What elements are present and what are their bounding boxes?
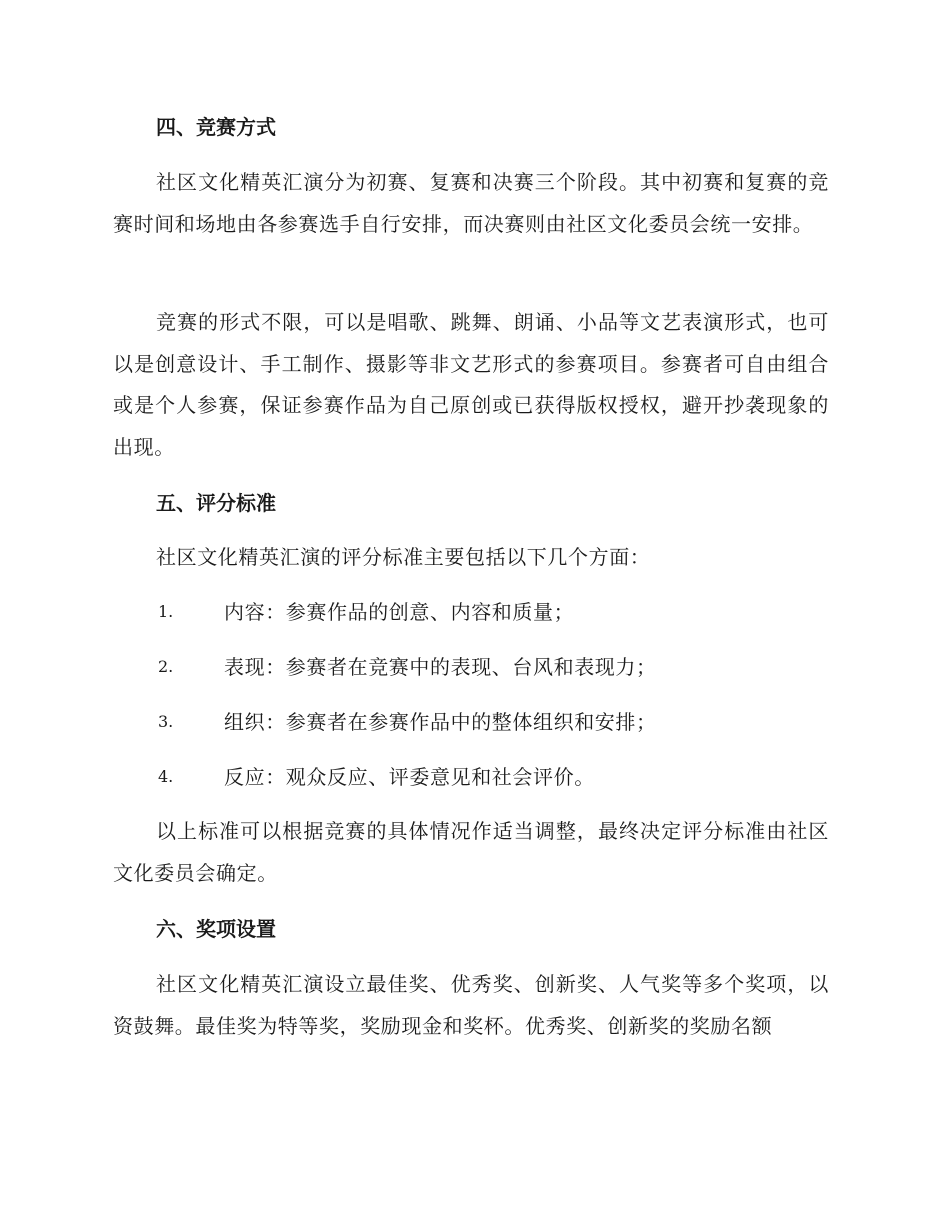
list-text: 反应：观众反应、评委意见和社会评价。 (224, 765, 595, 789)
list-number: 2. (158, 657, 174, 676)
paragraph-competition-forms: 竞赛的形式不限，可以是唱歌、跳舞、朗诵、小品等文艺表演形式，也可以是创意设计、手工制作、摄影等非文艺形式的参赛项目。参赛者可自由组合或是个人参赛，保证参赛作品为自己原创或已获得版权授权，避开抄袭现象的出现。 (113, 310, 829, 459)
paragraph-awards: 社区文化精英汇演设立最佳奖、优秀奖、创新奖、人气奖等多个奖项，以资鼓舞。最佳奖为特等奖，奖励现金和奖杯。优秀奖、创新奖的奖励名额 (113, 972, 829, 1038)
section-heading-scoring-criteria: 五、评分标准 (156, 491, 276, 515)
list-number: 3. (158, 712, 174, 731)
list-text: 内容：参赛作品的创意、内容和质量； (224, 600, 575, 624)
section-heading-awards: 六、奖项设置 (156, 917, 276, 941)
section-heading-competition-format: 四、竞赛方式 (156, 115, 276, 139)
list-number: 1. (158, 602, 174, 621)
list-text: 表现：参赛者在竞赛中的表现、台风和表现力； (224, 655, 657, 679)
paragraph-scoring-intro: 社区文化精英汇演的评分标准主要包括以下几个方面： (156, 545, 651, 569)
list-number: 4. (158, 767, 174, 786)
list-text: 组织：参赛者在参赛作品中的整体组织和安排； (224, 710, 657, 734)
paragraph-competition-stages: 社区文化精英汇演分为初赛、复赛和决赛三个阶段。其中初赛和复赛的竞赛时间和场地由各参赛选手自行安排，而决赛则由社区文化委员会统一安排。 (113, 170, 829, 236)
paragraph-scoring-closing: 以上标准可以根据竞赛的具体情况作适当调整，最终决定评分标准由社区文化委员会确定。 (113, 819, 829, 885)
